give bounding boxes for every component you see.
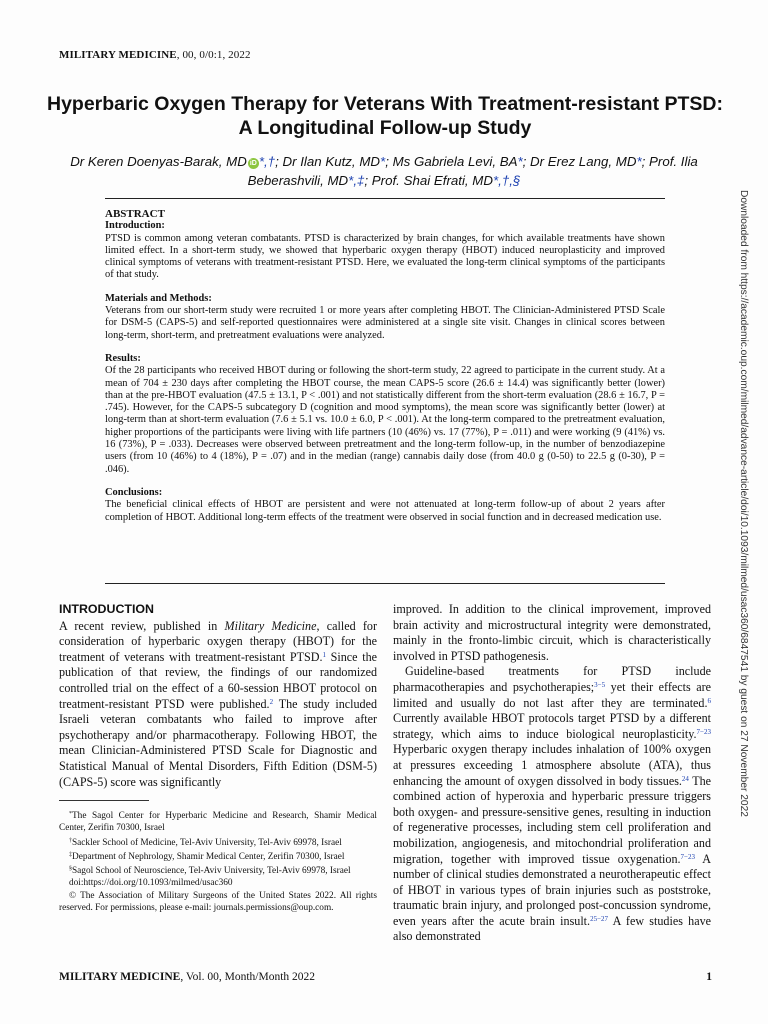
abstract-heading: ABSTRACT	[105, 208, 165, 220]
abstract-methods-heading: Materials and Methods:	[105, 292, 212, 304]
citation-link[interactable]: 6	[707, 696, 711, 705]
intro-paragraph-2: Guideline-based treatments for PTSD include pharmacotherapies and psychotherapies;$^{3-5}$ yet their effects are limited and usually do not last after they are terminated.$^6$ Currently available HBOT protocols target PTSD by a different strategy, which aims to induce biological neuroplasticity.$^{7-23}$ Hyperbaric oxygen therapy includes inhalation of 100% oxygen at pressures exceeding 1 atmosphere absolute (ATA), thus enhancing the amount of oxygen dissolved in body tissues.$^{24}$ The combined action of hyperoxia and hyperbaric pressure triggers both oxygen- and pressure-sensitive genes, resulting in induction of regenerative processes, including stem cell proliferation and mobilization, angiogenesis, and mitochondrial proliferation and migration, together with improved tissue oxygenation.$^{7-23}$ A number of clinical studies demonstrated a neurotherapeutic effect of HBOT in various types of brain injuries such as poststroke, traumatic brain injury, and prolonged post-concussion syndrome, even years after the acute brain insult.$^{25-27}$ A few studies have also demonstrated	[393, 664, 711, 944]
abstract-results-text: Of the 28 participants who received HBOT during or following the short-term study, 22 agreed to participate in the current study. At a mean of 704 ± 230 days after completing the HBOT course, the mean CAPS-5 score (26.6 ± 14.4) was significantly better (lower) than at the pre-HBOT evaluation (47.5 ± 13.1, P < .001) and not statistically different from the short-term evaluation (28.6 ± 16.7, P = .745). However, for the CAPS-5 subcategory D (cognition and mood symptoms), the mean score was significantly better (lower) at long-term than at short-term evaluation (7.6 ± 5.1 vs. 10.0 ± 6.0, P < .001). At the long-term compared to the pretreatment evaluation, higher proportions of the participants were living with life partners (10 (46%) vs. 17 (77%), P = .011) and were working (9 (41%) vs. 16 (73%), P = .033). Decreases were observed between pretreatment and the long-term follow-up, in the number of benzodiazepine users (from 10 (46%) to 4 (18%), P = .07) and in the median (range) cannabis daily dose (from 40.0 g (0-50) to 22.5 g (0-30), P = .046).	[105, 365, 665, 475]
footnote: §Sagol School of Neuroscience, Tel-Aviv University, Tel-Aviv 69978, Israel	[69, 866, 351, 877]
right-column	[393, 602, 711, 945]
running-head	[59, 49, 251, 61]
citation-link[interactable]: 25−27	[590, 914, 609, 923]
affiliation-link[interactable]: *,†,§	[492, 173, 521, 188]
author-name: ; Prof. Ilia Beberashvili, MD	[247, 154, 698, 188]
copyright-notice: © The Association of Military Surgeons of the United States 2022. All rights reserved. For permissions, please e-mail: journals.permissions@oup.com.	[59, 890, 377, 914]
affiliation-link[interactable]: *,‡	[348, 173, 365, 188]
journal-name: Military Medicine	[224, 618, 317, 633]
abstract-results-heading: Results:	[105, 352, 141, 364]
author-name: ; Prof. Shai Efrati, MD	[364, 173, 493, 188]
footnotes	[59, 808, 377, 914]
abstract-conclusions-text: The beneficial clinical effects of HBOT are persistent and were not attenuated at long-term follow-up of about 2 years after completion of HBOT. Additional long-term effects of the treatment were observed in social function and in decreased medication use.	[105, 499, 665, 523]
abstract-top-rule	[105, 198, 665, 199]
orcid-icon[interactable]: iD	[249, 160, 257, 167]
author-list	[48, 152, 720, 190]
affiliation-link[interactable]: *	[380, 154, 386, 169]
footer-issue: , Vol. 00, Month/Month 2022	[180, 971, 316, 983]
citation-link[interactable]: 7−23	[680, 852, 695, 861]
download-watermark-text: Downloaded from https://academic.oup.com/milmed/advance-article/doi/10.1093/milmed/usac360/6847541 by guest on 27 November 2022	[738, 190, 749, 817]
citation-link[interactable]: 24	[681, 774, 689, 783]
affiliation-link[interactable]: *	[517, 154, 523, 169]
page-number: 1	[706, 971, 712, 983]
abstract-intro-heading: Introduction:	[105, 220, 165, 232]
article-title: Hyperbaric Oxygen Therapy for Veterans With Treatment-resistant PTSD: A Longitudinal Follow-up Study	[46, 93, 724, 139]
author-name: ; Dr Ilan Kutz, MD	[275, 154, 380, 169]
abstract-conclusions-heading: Conclusions:	[105, 486, 163, 498]
footnote-rule	[59, 800, 149, 801]
affiliation-link[interactable]: *	[636, 154, 642, 169]
footnote: ‡Department of Nephrology, Shamir Medical Center, Zerifin 70300, Israel	[69, 851, 345, 862]
affiliation-link[interactable]: *,†	[258, 154, 276, 169]
intro-paragraph-1-cont: improved. In addition to the clinical improvement, improved brain activity and microstructural integrity were demonstrated, mainly in the fronto-limbic circuit, which is characteristically involved in PTSD pathogenesis.	[393, 602, 711, 663]
citation-link[interactable]: 7−23	[696, 727, 711, 736]
abstract-methods-text: Veterans from our short-term study were recruited 1 or more years after completing HBOT. The Clinician-Administered PTSD Scale for DSM-5 (CAPS-5) and self-reported questionnaires were administered at a single site visit. Changes in clinical scores between long-term, short-term, and pretreatment evaluations were analyzed.	[105, 305, 665, 341]
footer-journal: MILITARY MEDICINE	[59, 971, 181, 983]
download-watermark	[736, 190, 752, 840]
doi-link[interactable]: doi:https://doi.org/10.1093/milmed/usac360	[69, 878, 233, 889]
running-head-journal: MILITARY MEDICINE	[59, 49, 177, 61]
footnote: †Sackler School of Medicine, Tel-Aviv University, Tel-Aviv 69978, Israel	[69, 837, 342, 848]
page-footer	[59, 971, 712, 983]
abstract-intro-text: PTSD is common among veteran combatants. PTSD is characterized by brain changes, for which available treatments have shown limited effect. In a short-term study, we showed that hyperbaric oxygen therapy (HBOT) induced neuroplasticity and improved clinical symptoms of veterans with treatment-resistant PTSD. Here, we evaluated the long-term clinical symptoms of the participants of that study.	[105, 232, 665, 281]
introduction-heading: INTRODUCTION	[59, 602, 154, 616]
author-name: ; Dr Erez Lang, MD	[522, 154, 637, 169]
running-head-citation: , 00, 0/0:1, 2022	[176, 49, 251, 61]
citation-link[interactable]: 1	[322, 650, 326, 659]
left-column	[59, 602, 377, 790]
intro-paragraph-1: A recent review, published in Military Medicine, called for consideration of hyperbaric oxygen therapy (HBOT) for the treatment of veterans with treatment-resistant PTSD.$^1$ Since the publication of that review, the findings of our randomized controlled trial on the effect of a 60-session HBOT protocol on treatment-resistant PTSD were published.$^2$ The study included Israeli veteran combatants who failed to improve after psychotherapy and/or pharmacotherapy. Following HBOT, the mean Clinician-Administered PTSD Scale for Diagnostic and Statistical Manual of Mental Disorders, Fifth Edition (DSM-5) (CAPS-5) score was significantly	[59, 618, 377, 789]
footnote: *The Sagol Center for Hyperbaric Medicine and Research, Shamir Medical Center, Zerifin 70300, Israel	[59, 811, 377, 834]
citation-link[interactable]: 2	[269, 697, 274, 706]
abstract-bottom-rule	[105, 583, 665, 584]
author-name: Dr Keren Doenyas-Barak, MD	[70, 154, 247, 169]
abstract	[105, 208, 665, 535]
citation-link[interactable]: 3−5	[594, 680, 606, 689]
author-name: ; Ms Gabriela Levi, BA	[385, 154, 518, 169]
